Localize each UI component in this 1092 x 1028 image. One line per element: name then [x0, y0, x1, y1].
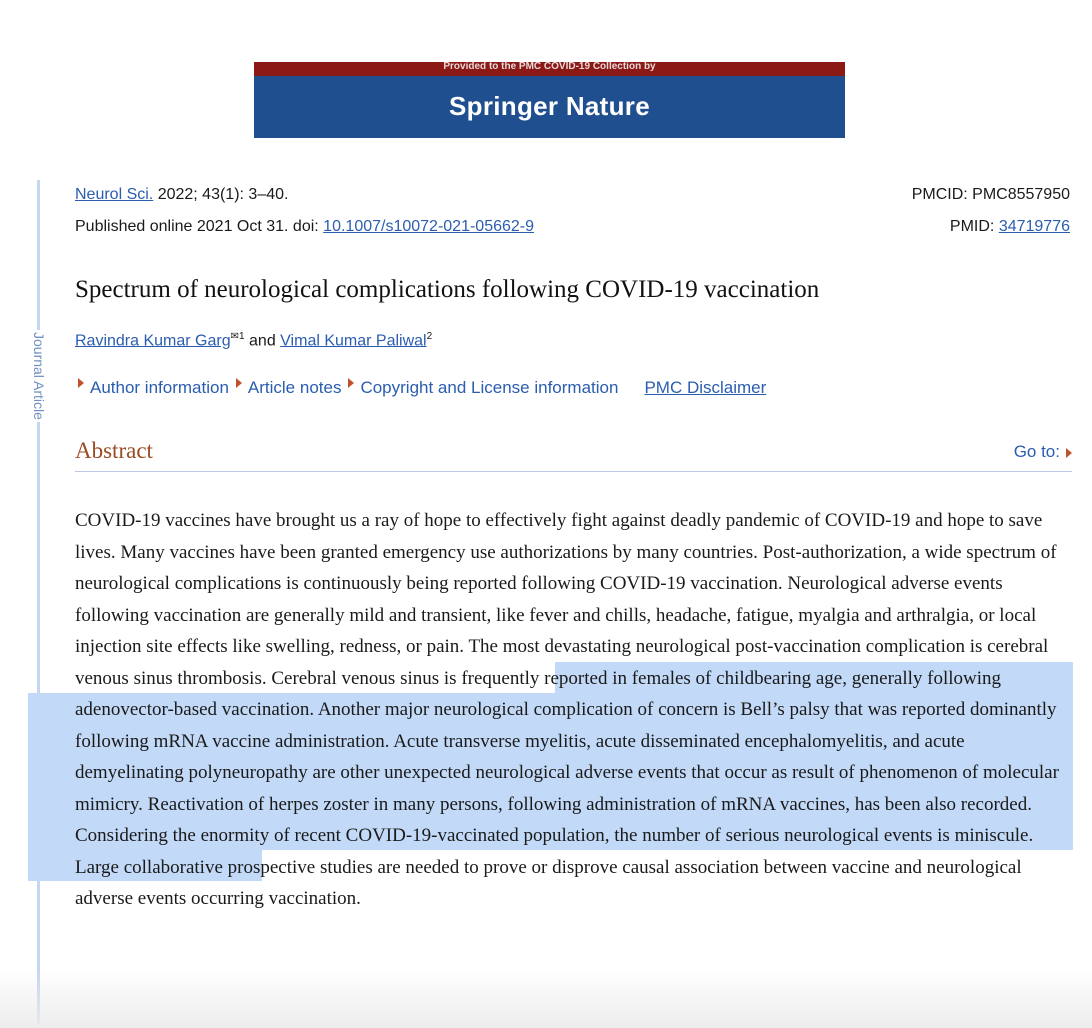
abstract-text-before: COVID-19 vaccines have brought us a ray of hope to effectively fight against deadly pandemic of COVID-19 and hope to save lives. Many vaccines have been granted emergency use authorizations by many countries. Post-authorization, a wide spectrum of neurological complications is continuously being reported following COVID-19 vaccination. Neurological adverse events following vaccination are generally mild and transient, like fever and chills, headache, fatigue, myalgia and arthralgia, or local injection site effects like swelling, redness, or pain. [75, 510, 1057, 657]
abstract-text-after: Reactivation of herpes zoster in many persons, following administration of mRNA vaccines, has been also recorded. Considering the enormity of recent COVID-19-vaccinated population, the number of serious neurological events is miniscule. Large collaborative prospective studies are needed to prove or disprove causal association between vaccine and neurological adverse events occurring vaccination. [75, 793, 1034, 909]
author-information-toggle[interactable]: Author information [90, 378, 229, 397]
author2-affiliation: 2 [426, 331, 433, 342]
author-list [75, 331, 432, 350]
bottom-fade [0, 968, 1092, 1028]
mail-icon[interactable]: ✉ [230, 331, 240, 342]
goto-menu[interactable] [1014, 442, 1072, 462]
pmid-link[interactable]: 34719776 [998, 218, 1070, 235]
goto-label[interactable]: Go to: [1013, 442, 1060, 461]
abstract-header [75, 436, 1072, 472]
goto-triangle-icon [1066, 448, 1072, 458]
citation-details: 2022; 43(1): 3–40. [153, 186, 289, 203]
pmcid: PMCID: PMC8557950 [911, 186, 1070, 203]
published-text: Published online 2021 Oct 31. doi: [75, 218, 324, 235]
journal-article-rail [37, 180, 40, 1025]
abstract-text-selected: The most devastating neurological post-vaccination complication is cerebral venous sinus thrombosis. Cerebral venous sinus is frequently reported in females of childbearing age, generally following adenovector-based vaccination. Another major neurological complication of concern is Bell’s palsy that was reported dominantly following mRNA vaccine administration. Acute transverse myelitis, acute disseminated encephalomyelitis, and acute demyelinating polyneuropathy are other unexpected neurological adverse events that occur as result of phenomenon of molecular mimicry. [75, 636, 1059, 815]
citation-line [75, 186, 288, 204]
expand-triangle-icon [78, 378, 84, 388]
author-link-paliwal[interactable]: Vimal Kumar Paliwal [280, 332, 427, 350]
author1-affiliation: 1 [239, 331, 245, 342]
abstract-heading: Abstract [75, 438, 153, 463]
journal-link[interactable]: Neurol Sci. [75, 186, 154, 203]
published-line [75, 218, 534, 236]
author-link-garg[interactable]: Ravindra Kumar Garg [75, 332, 231, 350]
pmc-disclaimer-link[interactable]: PMC Disclaimer [644, 378, 767, 397]
article-notes-toggle[interactable]: Article notes [247, 378, 342, 397]
publisher-banner [254, 62, 845, 138]
doi-link[interactable]: 10.1007/s10072-021-05662-9 [323, 218, 535, 235]
author-separator: and [244, 332, 281, 350]
copyright-toggle[interactable]: Copyright and License information [360, 378, 619, 397]
rail-label: Journal Article [31, 332, 47, 420]
expand-triangle-icon [348, 378, 354, 388]
collection-notice: Provided to the PMC COVID-19 Collection by [254, 62, 845, 76]
article-info-links [75, 378, 766, 398]
publisher-name: Springer Nature [449, 91, 650, 121]
article-title: Spectrum of neurological complications following COVID-19 vaccination [75, 276, 820, 303]
expand-triangle-icon [236, 378, 242, 388]
abstract-body [75, 505, 1075, 915]
pmid-line [950, 218, 1070, 236]
pmid-label: PMID: [949, 218, 999, 235]
